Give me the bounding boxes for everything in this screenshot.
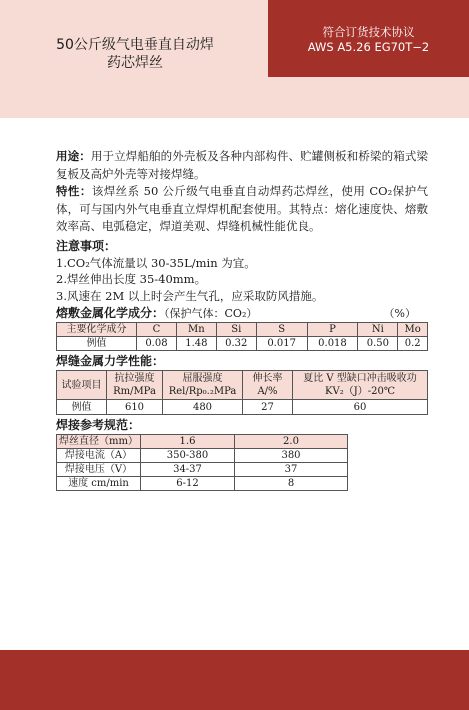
table-cell: S: [256, 323, 307, 337]
mechanical-title: 焊缝金属力学性能：: [56, 354, 165, 368]
header-line: KV₂（J）-20℃: [325, 386, 395, 397]
chemistry-heading: [56, 304, 428, 322]
standard-line1: 符合订货技术协议: [322, 25, 415, 39]
table-cell: Mo: [398, 323, 428, 337]
table-cell: 350-380: [141, 449, 235, 463]
usage-label: 用途：: [56, 149, 91, 163]
table-cell: 试验项目: [57, 371, 107, 400]
table-cell: 480: [163, 400, 243, 415]
standard-box: [268, 0, 469, 77]
table-row: [57, 400, 428, 415]
table-cell: [243, 371, 293, 400]
note-item: 1.CO₂气体流量以 30-35L/min 为宜。: [56, 255, 256, 270]
header-line: 伸长率: [252, 373, 283, 384]
chemistry-table: [56, 322, 428, 351]
standard-line2: AWS A5.26 EG70T−2: [307, 40, 430, 54]
header-line: 夏比 V 型缺口冲击吸收功: [303, 373, 417, 384]
product-title-line2: 药芯焊丝: [107, 55, 163, 71]
table-cell: 8: [235, 477, 348, 491]
table-cell: 610: [107, 400, 163, 415]
usage-paragraph: [56, 148, 428, 183]
table-cell: 37: [235, 463, 348, 477]
table-row: [57, 323, 428, 337]
table-cell: 0.2: [398, 337, 428, 351]
features-text: 该焊丝系 50 公斤级气电垂直自动焊药芯焊丝，使用 CO₂保护气体，可与国内外气电垂直立焊焊机配套使用。其特点：熔化速度快、熔敷效率高、电弧稳定，焊道美观、焊缝机械性能优良。: [56, 184, 429, 233]
shielding-gas: （保护气体：CO₂）: [164, 307, 258, 320]
welding-title: 焊接参考规范：: [56, 418, 141, 432]
table-row: [57, 435, 348, 449]
table-cell: 例值: [57, 337, 137, 351]
table-cell: Mn: [176, 323, 216, 337]
table-cell: 0.08: [137, 337, 177, 351]
usage-text: 用于立焊船舶的外壳板及各种内部构件、贮罐侧板和桥梁的箱式梁复板及高炉外壳等对接焊缝。: [56, 149, 428, 181]
note-item: 3.风速在 2M 以上时会产生气孔，应采取防风措施。: [56, 288, 324, 303]
table-cell: 2.0: [235, 435, 348, 449]
table-row: [57, 477, 348, 491]
table-cell: Ni: [358, 323, 398, 337]
header-line: Rel/Rp₀.₂MPa: [168, 386, 237, 397]
mechanical-table: [56, 370, 428, 415]
table-cell: 380: [235, 449, 348, 463]
table-cell: 例值: [57, 400, 107, 415]
table-cell: 焊接电流（A）: [57, 449, 141, 463]
chemistry-title: 熔敷金属化学成分：: [56, 306, 165, 320]
footer-band: [0, 650, 469, 710]
table-cell: [107, 371, 163, 400]
header-line: A/%: [257, 386, 278, 397]
table-row: [57, 449, 348, 463]
table-cell: [163, 371, 243, 400]
product-title-line1: 50公斤级气电垂直自动焊: [56, 37, 214, 53]
table-row: [57, 371, 428, 400]
product-title: [40, 36, 230, 72]
table-cell: 速度 cm/min: [57, 477, 141, 491]
header-line: Rm/MPa: [113, 386, 156, 397]
table-cell: 0.32: [216, 337, 256, 351]
table-cell: 0.017: [256, 337, 307, 351]
table-row: [57, 337, 428, 351]
note-item: 2.焊丝伸出长度 35-40mm。: [56, 272, 207, 286]
notes-title: 注意事项：: [56, 238, 117, 253]
table-cell: 1.48: [176, 337, 216, 351]
table-cell: 焊丝直径（mm）: [57, 435, 141, 449]
table-cell: 27: [243, 400, 293, 415]
table-cell: 0.018: [307, 337, 358, 351]
table-cell: 34-37: [141, 463, 235, 477]
features-label: 特性：: [56, 184, 92, 198]
welding-table: [56, 434, 348, 491]
content: [56, 148, 428, 491]
table-cell: 0.50: [358, 337, 398, 351]
header-line: 屈服强度: [182, 373, 223, 384]
features-paragraph: [56, 183, 428, 236]
table-cell: Si: [216, 323, 256, 337]
table-cell: [293, 371, 428, 400]
header-line: 抗拉强度: [114, 373, 155, 384]
table-cell: 1.6: [141, 435, 235, 449]
table-cell: 焊接电压（V）: [57, 463, 141, 477]
chemistry-unit: （%）: [383, 307, 416, 320]
table-cell: 主要化学成分: [57, 323, 137, 337]
table-cell: C: [137, 323, 177, 337]
table-cell: 6-12: [141, 477, 235, 491]
table-cell: P: [307, 323, 358, 337]
table-row: [57, 463, 348, 477]
table-cell: 60: [293, 400, 428, 415]
